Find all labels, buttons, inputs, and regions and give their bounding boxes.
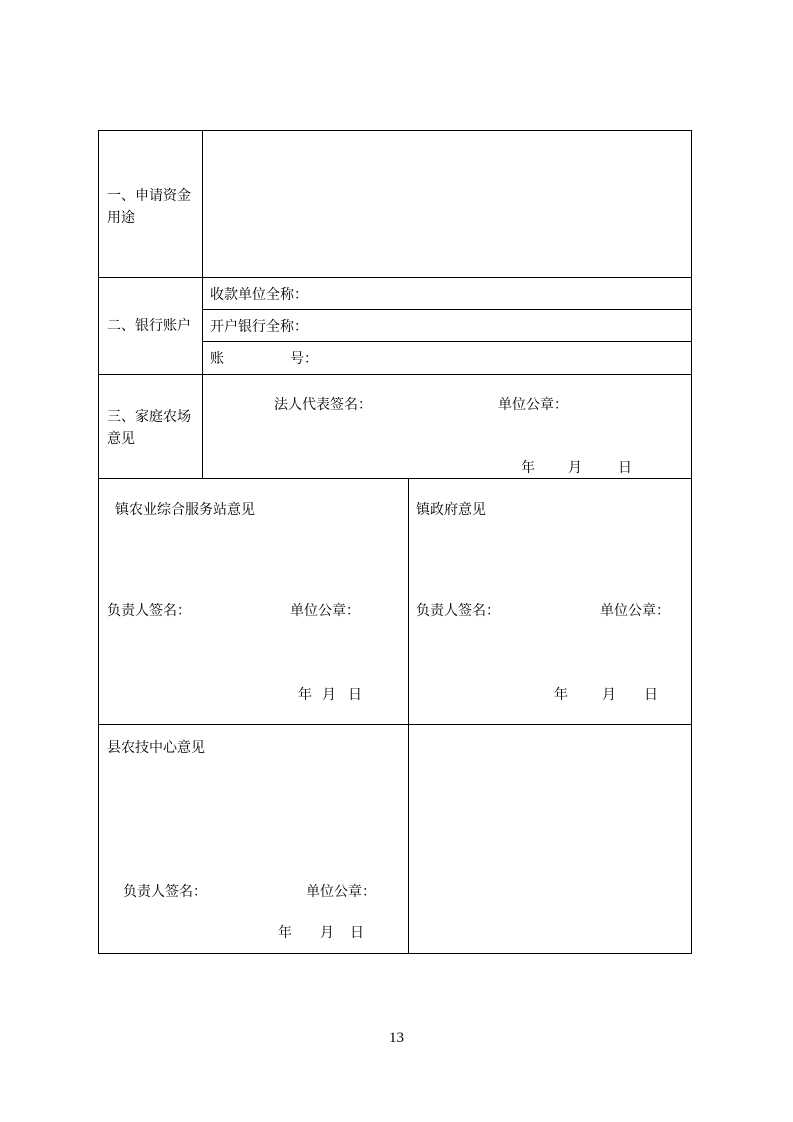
payee-name-field[interactable] (318, 278, 691, 309)
date-day: 日 (618, 460, 632, 476)
county-center-title: 县农技中心意见 (107, 740, 205, 756)
town-government-day: 日 (644, 687, 658, 703)
row-divider-3 (98, 478, 692, 479)
section3-label-line2: 意见 (107, 431, 135, 447)
service-station-month: 月 (322, 687, 336, 703)
account-label-char2: 号： (290, 351, 318, 367)
account-label-char1: 账 (210, 351, 224, 367)
account-number-field[interactable] (318, 342, 691, 374)
county-center-signature-label: 负责人签名： (123, 884, 207, 900)
legal-rep-signature-label: 法人代表签名： (274, 397, 372, 413)
section1-label-line2: 用途 (107, 210, 135, 226)
section2-label: 二、银行账户 (107, 318, 191, 334)
section3-label-line1: 三、家庭农场 (107, 409, 191, 425)
county-center-year: 年 (278, 925, 292, 941)
town-government-seal-label: 单位公章： (600, 603, 670, 619)
county-center-day: 日 (350, 925, 364, 941)
border-bottom (98, 953, 692, 954)
section1-label-line1: 一、申请资金 (107, 188, 191, 204)
payee-name-label: 收款单位全称： (210, 287, 308, 303)
blank-cell (409, 725, 691, 953)
unit-seal-label: 单位公章： (498, 397, 568, 413)
service-station-day: 日 (348, 687, 362, 703)
date-month: 月 (568, 460, 582, 476)
service-station-signature-label: 负责人签名： (107, 603, 191, 619)
town-government-signature-label: 负责人签名： (416, 603, 500, 619)
bank-name-label: 开户银行全称： (210, 319, 308, 335)
page-number: 13 (389, 1030, 404, 1046)
application-form (98, 130, 692, 954)
border-left (98, 130, 99, 954)
border-right (691, 130, 692, 954)
county-center-month: 月 (320, 925, 334, 941)
service-station-title: 镇农业综合服务站意见 (115, 502, 255, 518)
county-center-seal-label: 单位公章： (306, 884, 376, 900)
service-station-year: 年 (298, 687, 312, 703)
town-government-year: 年 (554, 687, 568, 703)
service-station-seal-label: 单位公章： (290, 603, 360, 619)
town-government-month: 月 (602, 687, 616, 703)
date-year: 年 (521, 460, 535, 476)
bank-name-field[interactable] (318, 310, 691, 341)
town-government-title: 镇政府意见 (416, 502, 486, 518)
row-divider-2 (98, 374, 692, 375)
fund-usage-field[interactable] (203, 131, 691, 277)
